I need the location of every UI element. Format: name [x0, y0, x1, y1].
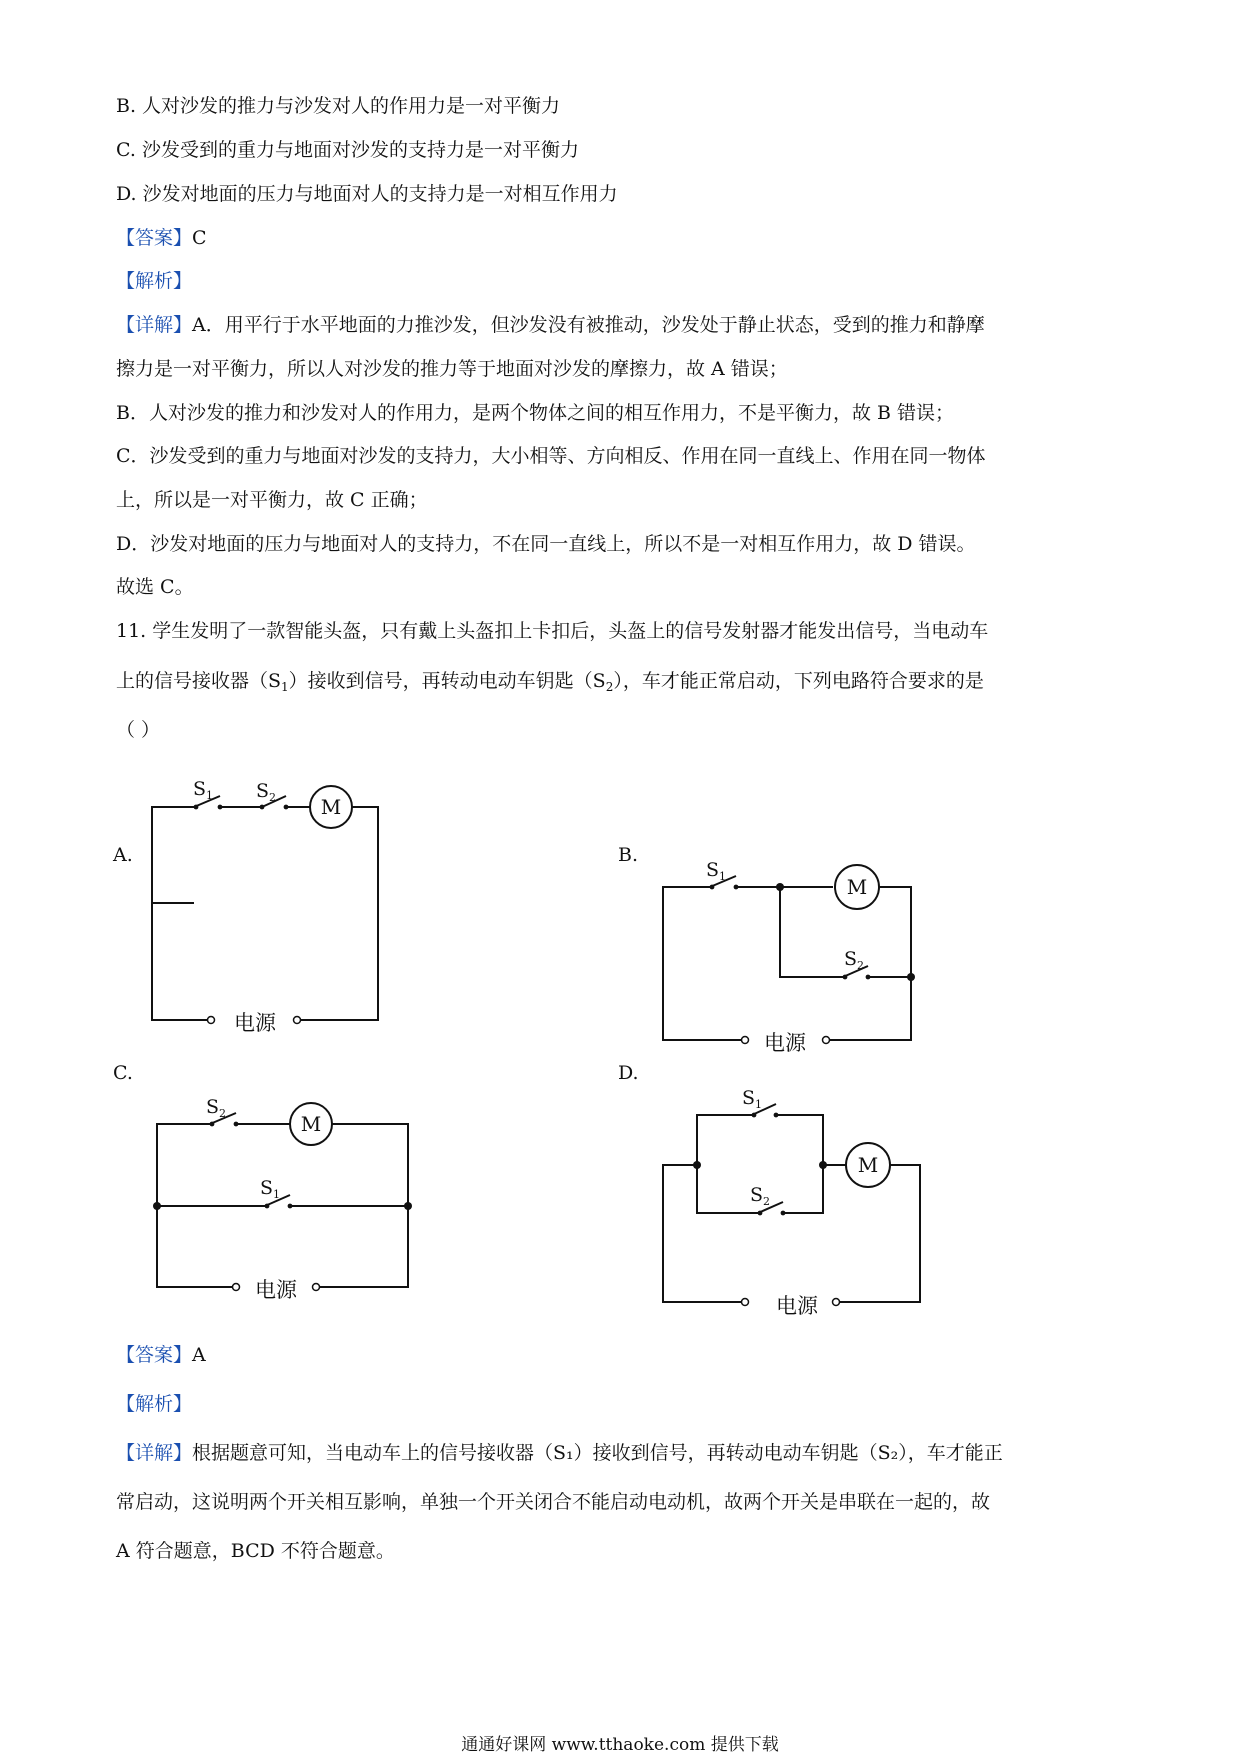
switch-s2-label: $S_2$ — [206, 1096, 227, 1120]
switch-s1-label: $S_1$ — [260, 1177, 281, 1201]
wire — [663, 1165, 742, 1302]
q11-analysis-tag: 【解析】 — [116, 1393, 193, 1415]
q10-detail-line2: 擦力是一对平衡力，所以人对沙发的推力等于地面对沙发的摩擦力，故 A 错误； — [116, 358, 788, 380]
q11-stem-line3: （ ） — [116, 719, 161, 741]
q11-stem-line1: 11. 学生发明了一款智能头盔，只有戴上头盔扣上卡扣后，头盔上的信号发射器才能发出信号，当电动车 — [116, 620, 989, 642]
motor-label: M — [846, 875, 868, 899]
switch-s1-label: $S_1$ — [193, 778, 214, 802]
q11-detail-line3: A 符合题意，BCD 不符合题意。 — [116, 1540, 395, 1562]
q10-detail-line6: D．沙发对地面的压力与地面对人的支持力，不在同一直线上，所以不是一对相互作用力，故 D 错误。 — [116, 533, 976, 555]
q10-detail-line4: C．沙发受到的重力与地面对沙发的支持力，大小相等、方向相反、作用在同一直线上、作用在同一物体 — [116, 445, 986, 467]
switch-s1-label: $S_1$ — [742, 1087, 763, 1111]
stem-part: ），车才能正常启动，下列电路符合要求的是 — [613, 670, 984, 692]
power-label: 电源 — [255, 1278, 297, 1302]
switch-s2-label: $S_2$ — [750, 1184, 771, 1208]
detail-tag: 【详解】 — [116, 314, 193, 336]
stem-part: 上的信号接收器（S — [116, 670, 282, 692]
motor-label: M — [300, 1112, 322, 1136]
motor-label: M — [320, 795, 342, 819]
switch-s1-label: $S_1$ — [706, 859, 727, 883]
detail-text: 根据题意可知，当电动车上的信号接收器（S₁）接收到信号，再转动电动车钥匙（S₂），车才能正 — [192, 1442, 1003, 1464]
q10-option-c: C. 沙发受到的重力与地面对沙发的支持力是一对平衡力 — [116, 139, 579, 161]
option-label-b: B. — [618, 844, 639, 866]
wire — [697, 1165, 758, 1213]
q10-conclusion: 故选 C。 — [116, 576, 194, 598]
option-label-d: D. — [618, 1062, 639, 1084]
switch-contact — [752, 1113, 757, 1118]
page-footer: 通通好课网 www.tthaoke.com 提供下载 — [461, 1735, 779, 1755]
stem-part: ）接收到信号，再转动电动车钥匙（S — [288, 670, 606, 692]
q10-analysis-tag: 【解析】 — [116, 270, 193, 292]
detail-tag: 【详解】 — [116, 1442, 193, 1464]
q10-option-d: D. 沙发对地面的压力与地面对人的支持力是一对相互作用力 — [116, 183, 618, 205]
switch-contact — [774, 1113, 779, 1118]
answer-value: A — [192, 1344, 206, 1366]
junction-dot — [693, 1161, 701, 1169]
switch-contact — [781, 1211, 786, 1216]
wire — [697, 1115, 752, 1165]
q10-detail-line5: 上，所以是一对平衡力，故 C 正确； — [116, 489, 428, 511]
answer-value: C — [192, 227, 207, 249]
power-label: 电源 — [776, 1294, 818, 1318]
wire — [776, 1115, 823, 1165]
subscript: 2 — [605, 680, 614, 694]
option-label-c: C. — [113, 1062, 133, 1084]
option-label-a: A. — [113, 844, 133, 866]
power-label: 电源 — [234, 1011, 276, 1035]
q10-detail-line3: B．人对沙发的推力和沙发对人的作用力，是两个物体之间的相互作用力，不是平衡力，故 B 错误； — [116, 402, 955, 424]
q11-detail-line2: 常启动，这说明两个开关相互影响，单独一个开关闭合不能启动电动机，故两个开关是串联在一起的，故 — [116, 1491, 991, 1513]
answer-tag: 【答案】 — [116, 1344, 193, 1366]
detail-text: A．用平行于水平地面的力推沙发，但沙发没有被推动，沙发处于静止状态，受到的推力和静摩 — [192, 314, 985, 336]
switch-s2-label: $S_2$ — [256, 780, 277, 804]
switch-s2-label: $S_2$ — [844, 948, 865, 972]
power-label: 电源 — [764, 1031, 806, 1055]
motor-label: M — [857, 1153, 879, 1177]
wire — [783, 1165, 823, 1213]
terminal-icon — [833, 1299, 840, 1306]
wire — [839, 1165, 920, 1302]
terminal-icon — [742, 1299, 749, 1306]
switch-contact — [758, 1211, 763, 1216]
junction-dot — [819, 1161, 827, 1169]
q11-answer — [116, 1342, 206, 1368]
subscript: 1 — [281, 680, 289, 694]
q10-option-b: B. 人对沙发的推力与沙发对人的作用力是一对平衡力 — [116, 95, 561, 117]
q11-detail-line1 — [116, 1440, 1003, 1466]
answer-tag: 【答案】 — [116, 227, 193, 249]
